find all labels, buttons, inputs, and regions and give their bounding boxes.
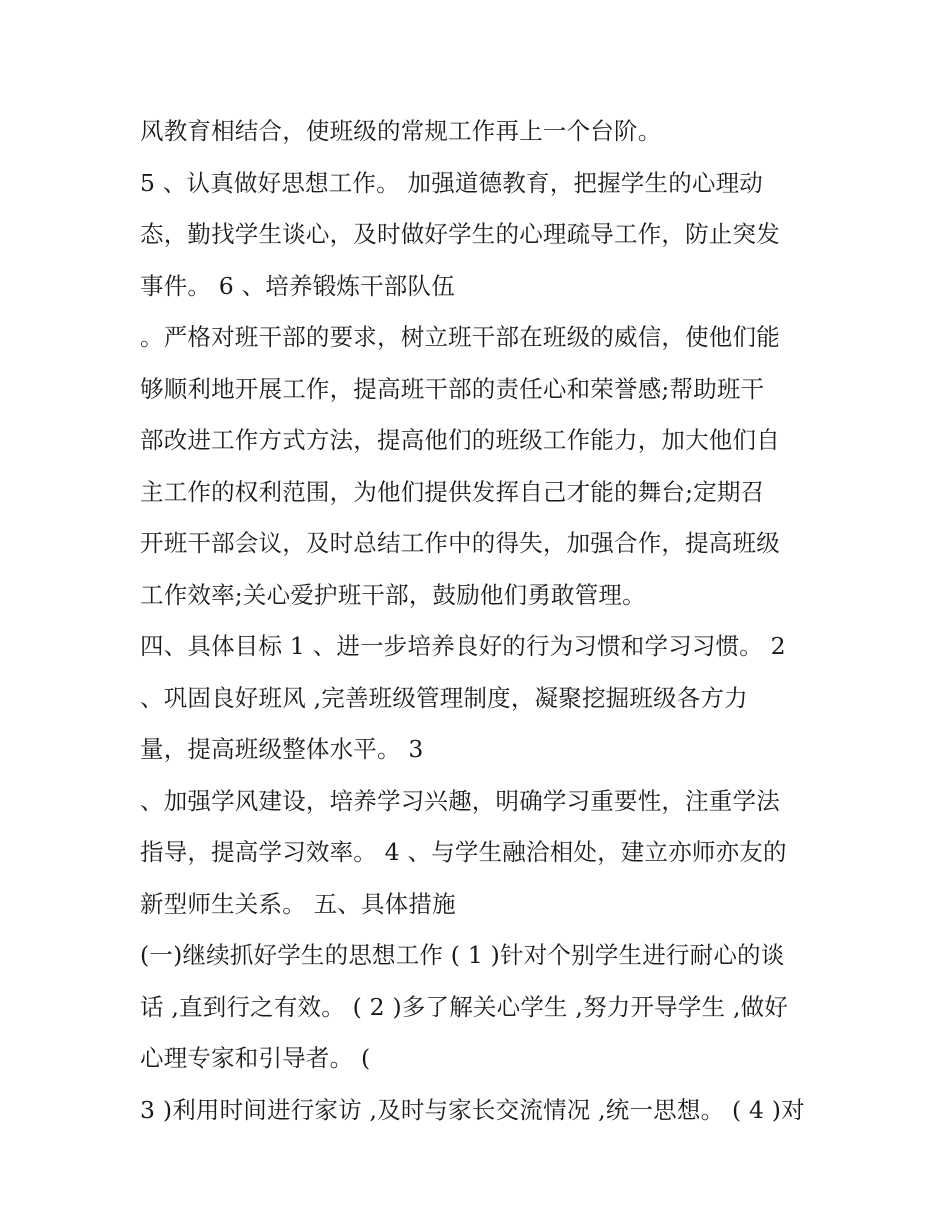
text-line: 、加强学风建设，培养学习兴趣，明确学习重要性，注重学法 (140, 786, 780, 815)
text-line: 风教育相结合，使班级的常规工作再上一个台阶。 (140, 117, 662, 145)
text-line: 量，提高班级整体水平。 3 (140, 735, 424, 763)
document-body (140, 106, 820, 1136)
text-line: 。严格对班干部的要求，树立班干部在班级的威信，使他们能 (140, 323, 780, 351)
text-line: 四、具体目标 1 、进一步培养良好的行为习惯和学习习惯。 2 (140, 632, 786, 660)
text-line: 部改进工作方式方法，提高他们的班级工作能力，加大他们自 (140, 426, 780, 454)
text-line: 主工作的权利范围，为他们提供发挥自己才能的舞台;定期召 (140, 477, 765, 506)
text-line: 3 )利用时间进行家访 ,及时与家长交流情况 ,统一思想。 ( 4 )对 (140, 1095, 805, 1124)
text-line: 事件。 6 、培养锻炼干部队伍 (140, 271, 455, 300)
text-line: 心理专家和引导者。 ( (140, 1044, 371, 1072)
text-line: 态，勤找学生谈心，及时做好学生的心理疏导工作，防止突发 (140, 220, 780, 248)
text-line: 指导，提高学习效率。 4 、与学生融洽相处，建立亦师亦友的 (140, 838, 787, 866)
text-line: (一)继续抓好学生的思想工作 ( 1 )针对个别学生进行耐心的谈 (140, 941, 785, 969)
text-line: 5 、认真做好思想工作。 加强道德教育，把握学生的心理动 (140, 168, 763, 197)
text-line: 够顺利地开展工作，提高班干部的责任心和荣誉感;帮助班干 (140, 374, 765, 403)
text-line: 话 ,直到行之有效。 ( 2 )多了解关心学生 ,努力开导学生 ,做好 (140, 992, 789, 1021)
text-line: 新型师生关系。 五、具体措施 (140, 889, 456, 918)
text-line: 开班干部会议，及时总结工作中的得失，加强合作，提高班级 (140, 529, 780, 557)
text-line: 、巩固良好班风 ,完善班级管理制度，凝聚挖掘班级各方力 (140, 683, 748, 712)
text-line: 工作效率;关心爱护班干部，鼓励他们勇敢管理。 (140, 580, 646, 609)
